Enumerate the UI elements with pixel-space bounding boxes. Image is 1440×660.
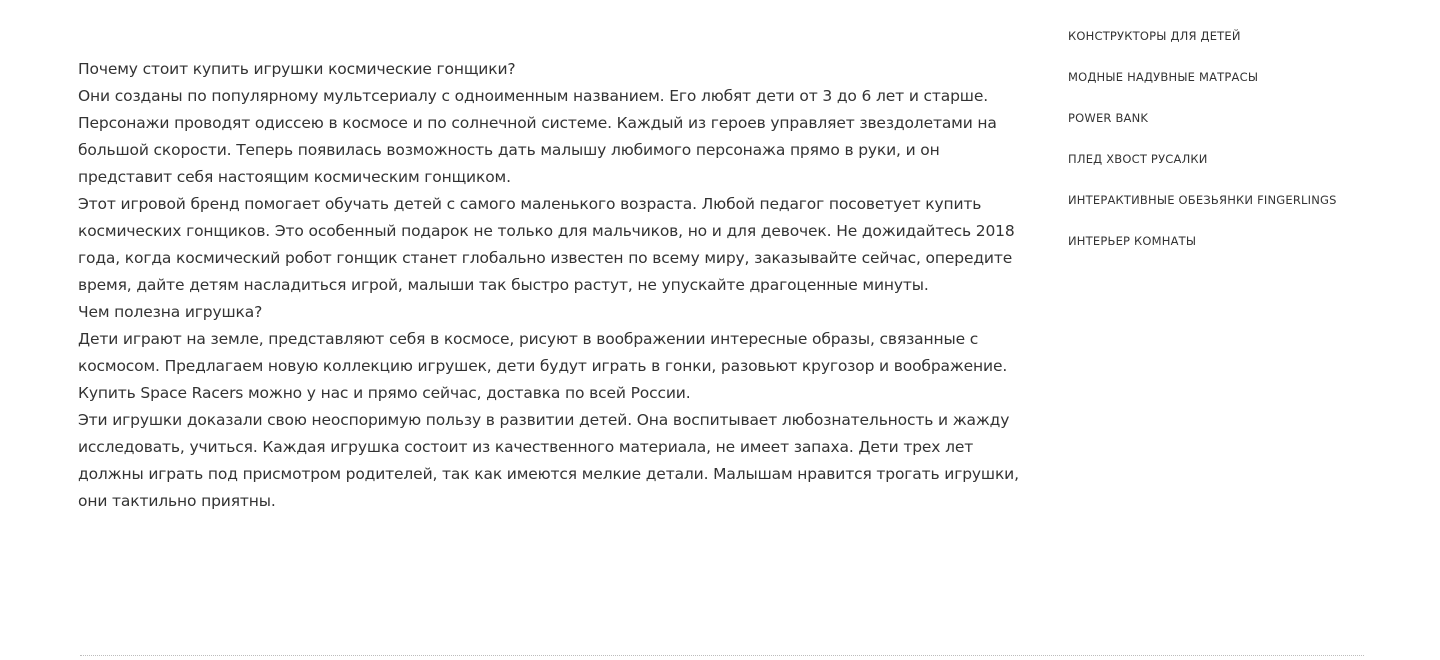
sidebar-link-inflatable-mattresses[interactable]: МОДНЫЕ НАДУВНЫЕ МАТРАСЫ [1068, 70, 1259, 84]
sidebar-link-fingerlings[interactable]: ИНТЕРАКТИВНЫЕ ОБЕЗЬЯНКИ FINGERLINGS [1068, 193, 1337, 207]
sidebar-link-constructors[interactable]: КОНСТРУКТОРЫ ДЛЯ ДЕТЕЙ [1068, 29, 1241, 43]
sidebar-item [1068, 64, 1398, 105]
article-paragraph: Этот игровой бренд помогает обучать детей с самого маленького возраста. Любой педагог посоветует купить космических гонщиков. Это особенный подарок не только для мальчиков, но и для девочек. Не дожидайтесь 2018 года, когда космический робот гонщик станет глобально известен по всему миру, заказывайте сейчас, опередите время, дайте детям насладиться игрой, малыши так быстро растут, не упускайте драгоценные минуты. [78, 195, 1015, 294]
sidebar-item [1068, 228, 1398, 269]
footer-divider [80, 655, 1364, 656]
article-paragraph: Они созданы по популярному мультсериалу с одноименным названием. Его любят дети от 3 до 6 лет и старше. Персонажи проводят одиссею в космосе и по солнечной системе. Каждый из героев управляет звездолетами на большой скорости. Теперь появилась возможность дать малышу любимого персонажа прямо в руки, и он представит себя настоящим космическим гонщиком. [78, 87, 997, 186]
sidebar-item [1068, 105, 1398, 146]
sidebar-item [1068, 23, 1398, 64]
article-heading-benefits: Чем полезна игрушка? [78, 303, 263, 321]
article-body [78, 56, 1038, 515]
article-paragraph: Эти игрушки доказали свою неоспоримую пользу в развитии детей. Она воспитывает любознательность и жажду исследовать, учиться. Каждая игрушка состоит из качественного материала, не имеет запаха. Дети трех лет должны играть под присмотром родителей, так как имеются мелкие детали. Малышам нравится трогать игрушки, они тактильно приятны. [78, 411, 1019, 510]
sidebar-item [1068, 146, 1398, 187]
sidebar-item [1068, 187, 1398, 228]
sidebar-link-list [1068, 23, 1398, 269]
sidebar-link-mermaid-blanket[interactable]: ПЛЕД ХВОСТ РУСАЛКИ [1068, 152, 1208, 166]
sidebar-link-room-interior[interactable]: ИНТЕРЬЕР КОМНАТЫ [1068, 234, 1197, 248]
sidebar-link-power-bank[interactable]: POWER BANK [1068, 111, 1149, 125]
article-paragraph: Дети играют на земле, представляют себя в космосе, рисуют в воображении интересные образы, связанные с космосом. Предлагаем новую коллекцию игрушек, дети будут играть в гонки, разовьют кругозор и воображение. Купить Space Racers можно у нас и прямо сейчас, доставка по всей России. [78, 330, 1008, 402]
article-heading-why-buy: Почему стоит купить игрушки космические гонщики? [78, 60, 516, 78]
sidebar-links [1068, 23, 1398, 269]
